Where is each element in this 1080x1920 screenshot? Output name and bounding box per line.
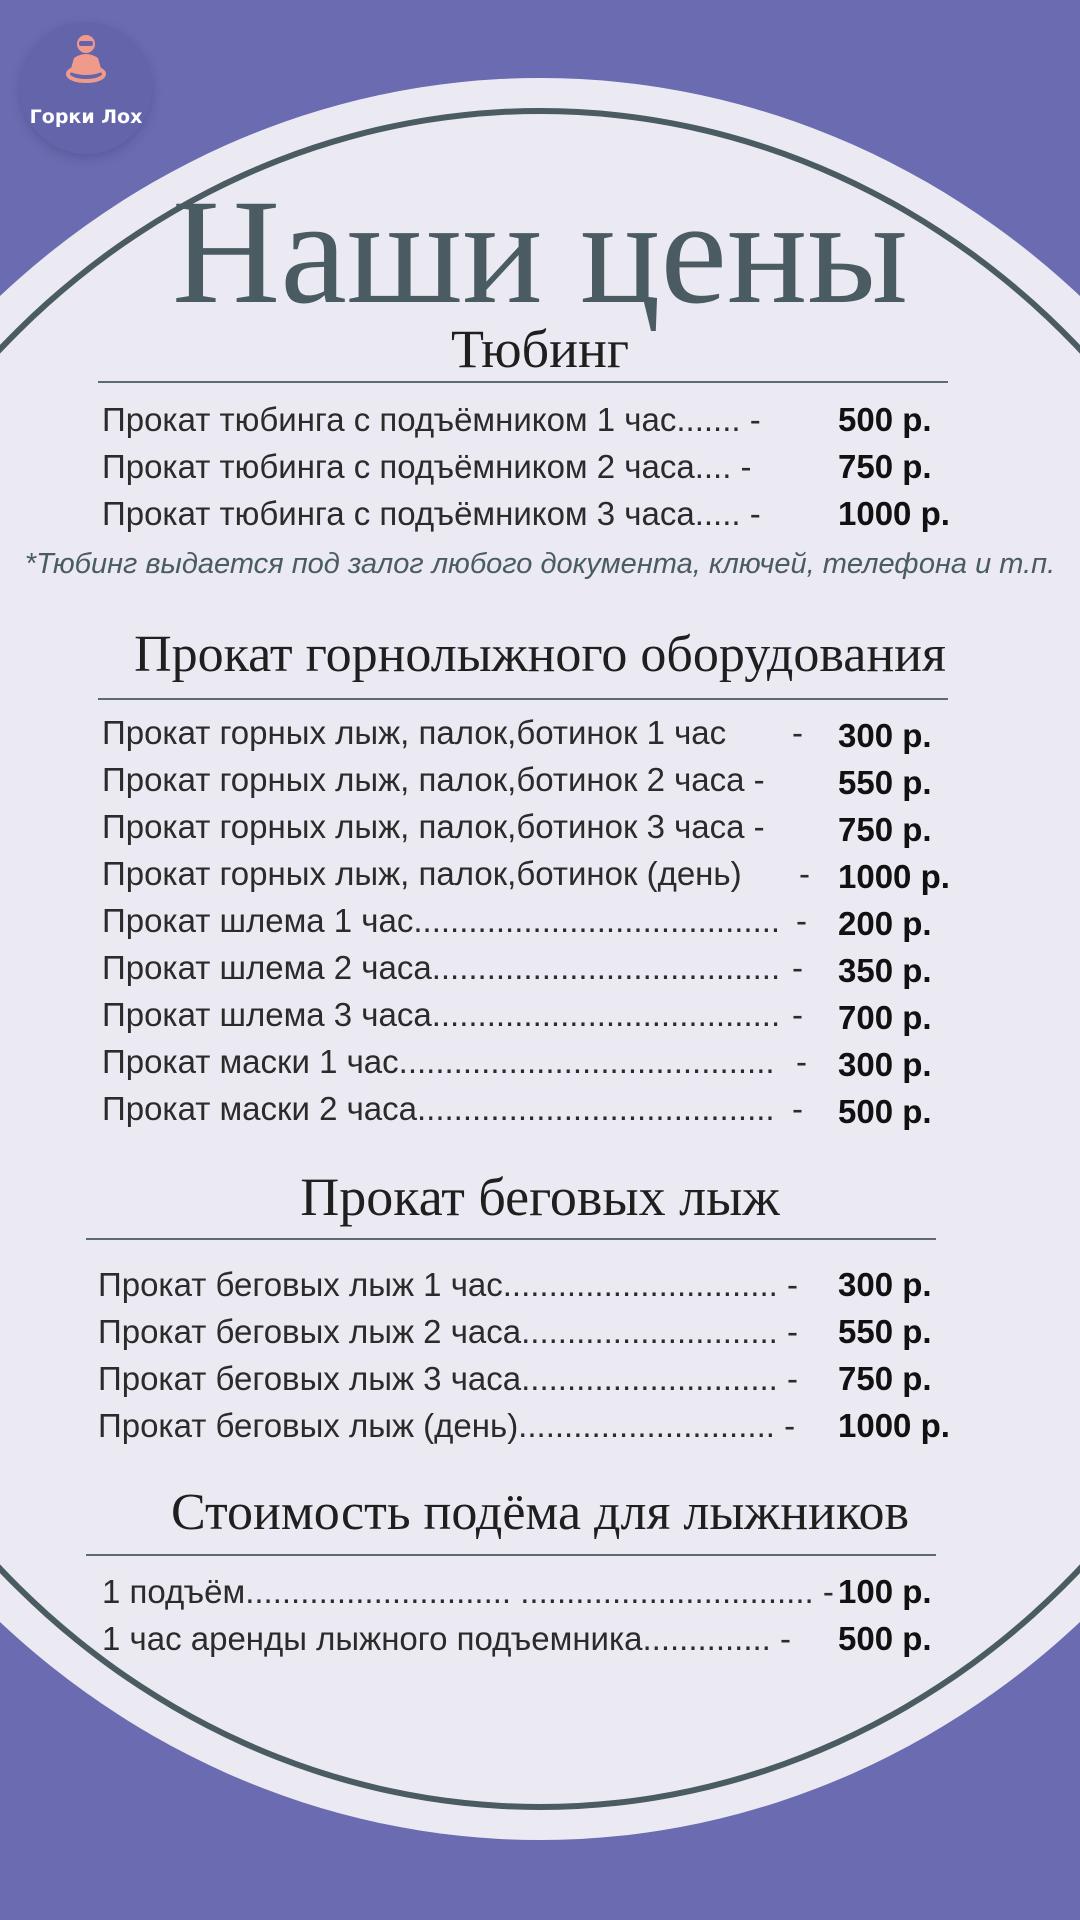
row-label: Прокат горных лыж, палок,ботинок (день)	[102, 855, 742, 892]
price-row	[98, 1313, 798, 1359]
row-label: Прокат тюбинга с подъёмником 2 часа.... -	[102, 448, 752, 485]
row-dash: -	[792, 1090, 803, 1127]
row-label: Прокат беговых лыж (день)............................ -	[98, 1407, 796, 1444]
row-label: Прокат беговых лыж 2 часа............................ -	[98, 1313, 798, 1350]
row-price: 350 р.	[838, 952, 932, 989]
price-row	[102, 1043, 807, 1089]
row-dash: -	[796, 902, 807, 939]
row-label: Прокат тюбинга с подъёмником 3 часа..... -	[102, 495, 761, 532]
section-title-alpine: Прокат горнолыжного оборудования	[134, 626, 946, 683]
price-row	[102, 1620, 791, 1666]
price-row	[102, 902, 807, 948]
price-row	[102, 1573, 834, 1619]
tuber-icon	[64, 32, 108, 92]
row-label: Прокат горных лыж, палок,ботинок 3 часа -	[102, 808, 765, 845]
deposit-note: *Тюбинг выдается под залог любого документа, ключей, телефона и т.п.	[24, 548, 1056, 580]
section-title-crosscountry: Прокат беговых лыж	[300, 1167, 780, 1227]
row-price: 500 р.	[838, 401, 932, 438]
price-row	[102, 949, 803, 995]
row-label: Прокат беговых лыж 3 часа............................ -	[98, 1360, 798, 1397]
row-price: 100 р.	[838, 1573, 932, 1610]
row-price: 1000 р.	[838, 1407, 950, 1444]
price-row	[102, 495, 761, 541]
row-price: 750 р.	[838, 448, 932, 485]
divider	[98, 698, 948, 700]
row-label: Прокат горных лыж, палок,ботинок 2 часа -	[102, 761, 765, 798]
row-dash: -	[792, 714, 803, 751]
row-dash: -	[796, 1043, 807, 1080]
row-price: 300 р.	[838, 1046, 932, 1083]
price-row	[98, 1407, 795, 1453]
page-title: Наши цены	[171, 169, 909, 335]
logo-text: Горки Лох	[29, 106, 143, 128]
row-label: Прокат маски 2 часа.......................................	[102, 1090, 775, 1127]
row-label: Прокат шлема 2 часа......................................	[102, 949, 781, 986]
row-label: 1 час аренды лыжного подъемника.............. -	[102, 1620, 792, 1657]
row-price: 550 р.	[838, 764, 932, 801]
row-dash: -	[799, 855, 810, 892]
row-price: 750 р.	[838, 811, 932, 848]
row-price: 1000 р.	[838, 495, 950, 532]
price-row	[98, 1360, 798, 1406]
row-price: 1000 р.	[838, 858, 950, 895]
row-label: Прокат шлема 1 час........................................	[102, 902, 781, 939]
row-label: 1 подъём............................. ................................ -	[102, 1573, 834, 1610]
row-label: Прокат шлема 3 часа......................................	[102, 996, 781, 1033]
row-price: 200 р.	[838, 905, 932, 942]
row-label: Прокат маски 1 час.........................................	[102, 1043, 775, 1080]
price-row	[102, 448, 752, 494]
row-price: 300 р.	[838, 717, 932, 754]
section-title-tubing: Тюбинг	[450, 319, 630, 379]
divider	[86, 1554, 936, 1556]
divider	[98, 381, 948, 383]
price-row	[102, 401, 761, 447]
price-row	[98, 1266, 798, 1312]
price-row	[102, 714, 803, 760]
row-label: Прокат беговых лыж 1 час.............................. -	[98, 1266, 798, 1303]
price-row	[102, 996, 803, 1042]
divider	[86, 1238, 936, 1240]
logo[interactable]	[20, 22, 152, 154]
row-price: 550 р.	[838, 1313, 932, 1350]
price-row	[102, 1090, 803, 1136]
row-price: 500 р.	[838, 1093, 932, 1130]
price-row	[102, 808, 765, 854]
row-price: 300 р.	[838, 1266, 932, 1303]
row-label: Прокат горных лыж, палок,ботинок 1 час	[102, 714, 727, 751]
row-price: 500 р.	[838, 1620, 932, 1657]
price-row	[102, 761, 765, 807]
row-dash: -	[792, 996, 803, 1033]
row-price: 750 р.	[838, 1360, 932, 1397]
price-row	[102, 855, 810, 901]
row-dash: -	[792, 949, 803, 986]
section-title-lift: Стоимость подёма для лыжников	[170, 1484, 910, 1541]
row-price: 700 р.	[838, 999, 932, 1036]
row-label: Прокат тюбинга с подъёмником 1 час....... -	[102, 401, 761, 438]
